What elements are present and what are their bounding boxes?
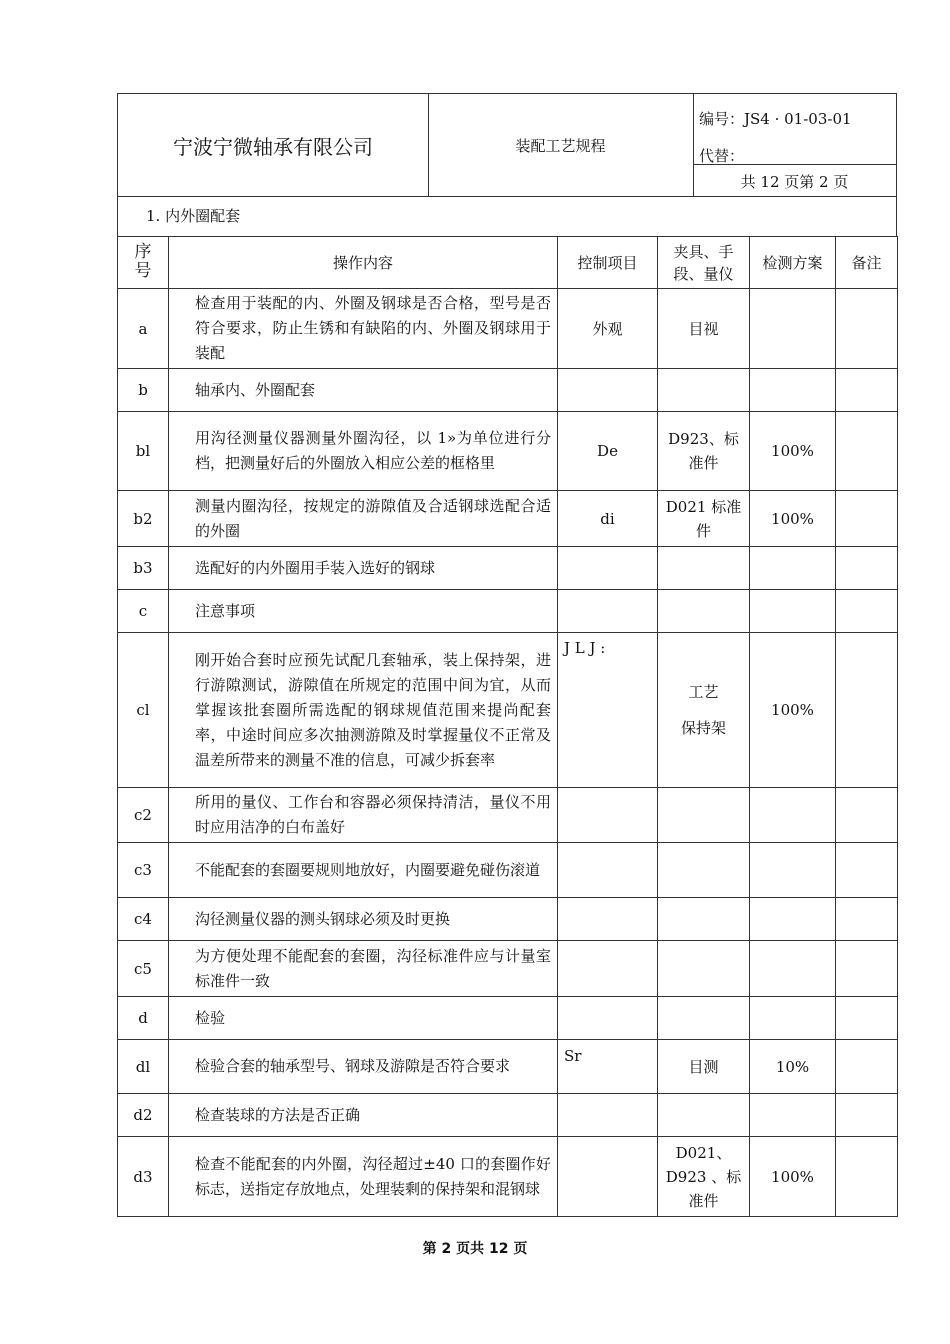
row-control <box>558 941 658 997</box>
row-note <box>836 1094 898 1137</box>
row-operation: 注意事项 <box>169 590 558 633</box>
row-control <box>558 843 658 898</box>
row-note <box>836 941 898 997</box>
row-tool <box>658 843 750 898</box>
row-control <box>558 1094 658 1137</box>
row-tool <box>658 788 750 843</box>
row-number: bl <box>118 412 169 491</box>
document-header <box>117 93 897 197</box>
row-operation: 沟径测量仪器的测头钢球必须及时更换 <box>169 898 558 941</box>
row-note <box>836 633 898 788</box>
row-control: di <box>558 491 658 547</box>
table-row <box>118 941 898 997</box>
row-tool: D923、标准件 <box>658 412 750 491</box>
table-row <box>118 369 898 412</box>
row-plan <box>750 289 836 369</box>
row-operation: 所用的量仪、工作台和容器必须保持清洁，量仪不用时应用洁净的白布盖好 <box>169 788 558 843</box>
row-tool <box>658 590 750 633</box>
row-tool: 目测 <box>658 1040 750 1094</box>
page-footer: 第 2 页共 12 页 <box>422 1241 528 1257</box>
table-row <box>118 289 898 369</box>
row-number: b <box>118 369 169 412</box>
row-note <box>836 843 898 898</box>
row-tool <box>658 547 750 590</box>
row-number: c4 <box>118 898 169 941</box>
table-header-row <box>118 237 898 289</box>
row-plan: 100% <box>750 412 836 491</box>
document-code: 编号：JS4 · 01-03-01 <box>699 110 852 128</box>
row-tool <box>658 941 750 997</box>
document-info <box>693 94 896 196</box>
row-number: a <box>118 289 169 369</box>
row-note <box>836 1040 898 1094</box>
row-number: dl <box>118 1040 169 1094</box>
row-control: De <box>558 412 658 491</box>
row-operation: 检查不能配套的内外圈，沟径超过±40 口的套圈作好标志，送指定存放地点，处理装剩的保持架和混钢球 <box>169 1137 558 1217</box>
row-tool <box>658 369 750 412</box>
col-note: 备注 <box>836 237 898 289</box>
row-operation: 检验 <box>169 997 558 1040</box>
row-control <box>558 590 658 633</box>
row-tool: D021、D923 、标准件 <box>658 1137 750 1217</box>
process-table <box>117 236 898 1217</box>
col-operation: 操作内容 <box>169 237 558 289</box>
table-row <box>118 1094 898 1137</box>
row-number: cl <box>118 633 169 788</box>
row-plan <box>750 941 836 997</box>
row-plan <box>750 843 836 898</box>
row-operation: 选配好的内外圈用手装入选好的钢球 <box>169 547 558 590</box>
replace-label: 代替： <box>699 147 745 165</box>
table-row <box>118 491 898 547</box>
col-plan: 检测方案 <box>750 237 836 289</box>
row-control: Sr <box>558 1040 658 1094</box>
row-number: c5 <box>118 941 169 997</box>
row-note <box>836 997 898 1040</box>
row-operation: 测量内圈沟径，按规定的游隙值及合适钢球选配合适的外圈 <box>169 491 558 547</box>
table-row <box>118 547 898 590</box>
row-control <box>558 788 658 843</box>
row-note <box>836 547 898 590</box>
row-operation: 轴承内、外圈配套 <box>169 369 558 412</box>
table-row <box>118 633 898 788</box>
row-note <box>836 898 898 941</box>
row-tool: 目视 <box>658 289 750 369</box>
table-row <box>118 843 898 898</box>
page-count: 共 12 页第 2 页 <box>693 164 896 197</box>
row-operation: 检验合套的轴承型号、钢球及游隙是否符合要求 <box>169 1040 558 1094</box>
row-number: c2 <box>118 788 169 843</box>
col-control: 控制项目 <box>558 237 658 289</box>
row-plan: 100% <box>750 1137 836 1217</box>
row-number: c <box>118 590 169 633</box>
row-note <box>836 1137 898 1217</box>
row-control <box>558 547 658 590</box>
row-plan: 100% <box>750 633 836 788</box>
section-title: 1. 内外圈配套 <box>117 196 897 237</box>
row-operation: 为方便处理不能配套的套圈，沟径标准件应与计量室标准件一致 <box>169 941 558 997</box>
row-plan: 10% <box>750 1040 836 1094</box>
company-name: 宁波宁微轴承有限公司 <box>118 94 429 196</box>
row-operation: 检查用于装配的内、外圈及钢球是否合格，型号是否符合要求，防止生锈和有缺陷的内、外圈及钢球用于装配 <box>169 289 558 369</box>
row-operation: 检查装球的方法是否正确 <box>169 1094 558 1137</box>
row-tool <box>658 898 750 941</box>
row-operation: 用沟径测量仪器测量外圈沟径，以 1»为单位进行分档，把测量好后的外圈放入相应公差的框格里 <box>169 412 558 491</box>
row-plan <box>750 547 836 590</box>
row-plan: 100% <box>750 491 836 547</box>
row-note <box>836 491 898 547</box>
row-note <box>836 289 898 369</box>
table-row <box>118 898 898 941</box>
row-note <box>836 412 898 491</box>
row-tool: D021 标准件 <box>658 491 750 547</box>
row-operation: 不能配套的套圈要规则地放好，内圈要避免碰伤滚道 <box>169 843 558 898</box>
row-control <box>558 1137 658 1217</box>
row-note <box>836 369 898 412</box>
row-plan <box>750 788 836 843</box>
row-plan <box>750 898 836 941</box>
row-operation: 刚开始合套时应预先试配几套轴承，装上保持架，进行游隙测试，游隙值在所规定的范围中间为宜，从而掌握该批套圈所需选配的钢球规值范围来提尚配套率，中途时间应多次抽测游隙及时掌握量仪不正常及温差所带来的测量不准的信息，可减少拆套率 <box>169 633 558 788</box>
row-tool: 工艺 保持架 <box>658 633 750 788</box>
row-tool <box>658 1094 750 1137</box>
row-number: d3 <box>118 1137 169 1217</box>
row-control: J L J : <box>558 633 658 788</box>
row-number: d <box>118 997 169 1040</box>
row-number: b2 <box>118 491 169 547</box>
table-row <box>118 1137 898 1217</box>
document-title: 装配工艺规程 <box>428 94 694 196</box>
row-number: b3 <box>118 547 169 590</box>
row-plan <box>750 590 836 633</box>
row-tool <box>658 997 750 1040</box>
row-plan <box>750 369 836 412</box>
row-number: d2 <box>118 1094 169 1137</box>
row-plan <box>750 997 836 1040</box>
row-note <box>836 788 898 843</box>
row-note <box>836 590 898 633</box>
table-row <box>118 412 898 491</box>
table-row <box>118 788 898 843</box>
row-control <box>558 369 658 412</box>
col-tool: 夹具、手段、量仪 <box>658 237 750 289</box>
row-plan <box>750 1094 836 1137</box>
row-control <box>558 997 658 1040</box>
table-row <box>118 1040 898 1094</box>
row-number: c3 <box>118 843 169 898</box>
row-control: 外观 <box>558 289 658 369</box>
row-control <box>558 898 658 941</box>
col-seq: 序号 <box>118 237 169 289</box>
table-row <box>118 997 898 1040</box>
table-row <box>118 590 898 633</box>
